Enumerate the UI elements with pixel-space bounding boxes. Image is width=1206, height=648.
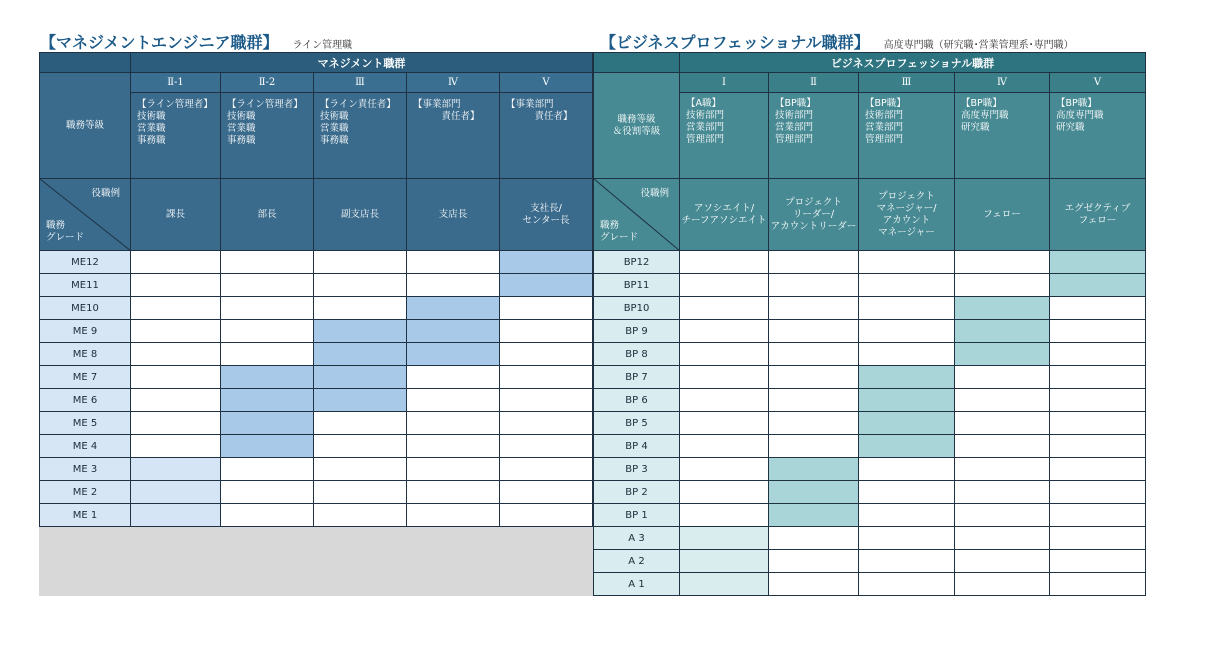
grid-cell	[680, 412, 769, 435]
grid-cell	[859, 458, 955, 481]
grid-cell-highlight	[221, 389, 314, 412]
grade-cell: A 1	[594, 573, 680, 596]
grid-cell	[407, 366, 500, 389]
grid-cell	[314, 297, 407, 320]
grid-cell-highlight	[859, 435, 955, 458]
grid-cell-highlight	[1050, 251, 1146, 274]
grid-cell	[314, 504, 407, 527]
grid-cell-highlight	[1050, 274, 1146, 297]
grid-cell	[769, 412, 859, 435]
grid-cell	[1050, 412, 1146, 435]
bp-col-num: Ⅳ	[955, 73, 1050, 93]
table-row	[594, 366, 1146, 389]
grid-cell	[131, 435, 221, 458]
table-row	[594, 343, 1146, 366]
grid-cell	[500, 481, 593, 504]
grid-cell	[500, 297, 593, 320]
grid-cell	[221, 343, 314, 366]
table-row	[594, 481, 1146, 504]
me-col-category: 【ライン責任者】 技術職 営業職 事務職	[314, 93, 407, 179]
grade-cell: BP10	[594, 297, 680, 320]
grid-cell-highlight	[221, 412, 314, 435]
grid-cell	[1050, 550, 1146, 573]
table-row	[594, 320, 1146, 343]
grade-cell: ME 5	[40, 412, 131, 435]
grid-cell	[955, 481, 1050, 504]
grade-cell: BP 4	[594, 435, 680, 458]
grid-cell	[955, 251, 1050, 274]
table-row	[594, 297, 1146, 320]
grid-cell	[500, 366, 593, 389]
grid-cell-highlight	[500, 251, 593, 274]
grid-cell	[1050, 504, 1146, 527]
grade-cell: ME12	[40, 251, 131, 274]
grid-cell	[859, 550, 955, 573]
grid-cell	[407, 458, 500, 481]
grid-cell	[769, 389, 859, 412]
bp-role-example: プロジェクト リーダー/ アカウントリーダー	[769, 179, 859, 251]
grid-cell-highlight	[314, 389, 407, 412]
grade-cell: ME10	[40, 297, 131, 320]
grid-cell	[1050, 527, 1146, 550]
grid-cell-highlight	[680, 573, 769, 596]
grid-cell	[769, 573, 859, 596]
grid-cell	[769, 274, 859, 297]
me-diagonal-header	[40, 179, 131, 251]
grid-cell	[680, 389, 769, 412]
bp-col-num: Ⅴ	[1050, 73, 1146, 93]
grade-cell: ME 4	[40, 435, 131, 458]
grid-cell-highlight	[769, 481, 859, 504]
grade-cell: BP11	[594, 274, 680, 297]
table-row	[40, 504, 593, 527]
grid-cell-highlight	[131, 458, 221, 481]
grid-cell	[500, 320, 593, 343]
me-corner-cell	[40, 53, 131, 73]
grid-cell-highlight	[221, 366, 314, 389]
grid-cell	[1050, 458, 1146, 481]
grid-cell	[407, 389, 500, 412]
me-section-title	[40, 30, 352, 53]
grid-cell-highlight	[500, 274, 593, 297]
me-subtitle: ライン管理職	[292, 40, 353, 51]
me-col-num: Ⅲ	[314, 73, 407, 93]
grade-cell: A 2	[594, 550, 680, 573]
bp-role-example: フェロー	[955, 179, 1050, 251]
bp-group-header: ビジネスプロフェッショナル職群	[680, 53, 1146, 73]
grid-cell	[221, 320, 314, 343]
table-row	[40, 320, 593, 343]
grid-cell	[407, 481, 500, 504]
bp-role-example: アソシエイト/ チーフアソシエイト	[680, 179, 769, 251]
grid-cell	[131, 389, 221, 412]
grid-cell	[680, 504, 769, 527]
grid-cell	[859, 481, 955, 504]
grid-cell	[131, 412, 221, 435]
me-role-example: 部長	[221, 179, 314, 251]
table-row	[40, 389, 593, 412]
me-title-text: 【マネジメントエンジニア職群】	[40, 33, 279, 52]
grid-cell	[859, 527, 955, 550]
grid-cell	[407, 504, 500, 527]
me-role-example: 副支店長	[314, 179, 407, 251]
grid-cell-highlight	[680, 550, 769, 573]
grade-cell: BP 3	[594, 458, 680, 481]
grid-cell-highlight	[221, 435, 314, 458]
grid-cell	[680, 481, 769, 504]
grade-cell: ME 9	[40, 320, 131, 343]
table-row	[40, 366, 593, 389]
me-role-example: 課長	[131, 179, 221, 251]
bp-title-text: 【ビジネスプロフェッショナル職群】	[600, 33, 870, 52]
grid-cell	[221, 274, 314, 297]
grid-cell	[680, 435, 769, 458]
table-row	[40, 274, 593, 297]
grid-cell	[1050, 366, 1146, 389]
grid-cell-highlight	[407, 320, 500, 343]
grid-cell	[500, 389, 593, 412]
me-side-label: 職務等級	[40, 73, 131, 179]
grade-cell: BP 5	[594, 412, 680, 435]
grid-cell-highlight	[314, 320, 407, 343]
grid-cell	[680, 343, 769, 366]
grid-cell	[769, 343, 859, 366]
table-row	[594, 274, 1146, 297]
me-grade-label: 職務 グレード	[46, 220, 85, 243]
table-row	[594, 504, 1146, 527]
grade-cell: BP 8	[594, 343, 680, 366]
grid-cell	[407, 435, 500, 458]
bp-col-num: Ⅲ	[859, 73, 955, 93]
grid-cell	[1050, 481, 1146, 504]
grid-cell	[131, 251, 221, 274]
grid-cell	[1050, 297, 1146, 320]
grade-cell: BP 6	[594, 389, 680, 412]
grid-cell	[500, 504, 593, 527]
bp-col-num: Ⅰ	[680, 73, 769, 93]
grid-cell	[314, 412, 407, 435]
me-col-category: 【ライン管理者】 技術職 営業職 事務職	[221, 93, 314, 179]
grid-cell	[500, 412, 593, 435]
grid-cell-highlight	[859, 366, 955, 389]
bp-col-category: 【BP職】 技術部門 営業部門 管理部門	[769, 93, 859, 179]
grid-cell-highlight	[859, 389, 955, 412]
table-row	[594, 251, 1146, 274]
grade-cell: ME 8	[40, 343, 131, 366]
grid-cell	[407, 274, 500, 297]
grid-cell-highlight	[769, 458, 859, 481]
bp-role-label: 役職例	[640, 188, 669, 199]
bp-grade-label: 職務 グレード	[600, 220, 639, 243]
grid-cell	[131, 297, 221, 320]
grid-cell	[221, 481, 314, 504]
grade-cell: A 3	[594, 527, 680, 550]
table-row	[594, 527, 1146, 550]
me-col-category: 【事業部門 責任者】	[407, 93, 500, 179]
grid-cell	[1050, 320, 1146, 343]
table-row	[40, 481, 593, 504]
grid-cell	[859, 251, 955, 274]
bp-role-example: プロジェクト マネージャー/ アカウント マネージャー	[859, 179, 955, 251]
table-row	[40, 458, 593, 481]
me-col-num: Ⅴ	[500, 73, 593, 93]
grid-cell	[955, 458, 1050, 481]
grid-cell	[955, 435, 1050, 458]
grid-cell	[955, 573, 1050, 596]
me-group-header: マネジメント職群	[131, 53, 593, 73]
grid-cell	[769, 297, 859, 320]
grid-cell	[769, 435, 859, 458]
grid-cell	[131, 366, 221, 389]
grid-cell	[680, 251, 769, 274]
grid-cell-highlight	[131, 504, 221, 527]
bp-col-category: 【A職】 技術部門 営業部門 管理部門	[680, 93, 769, 179]
grade-cell: ME 6	[40, 389, 131, 412]
grid-cell	[955, 550, 1050, 573]
table-row	[594, 458, 1146, 481]
grade-cell: BP 1	[594, 504, 680, 527]
me-role-example: 支社長/ センター長	[500, 179, 593, 251]
grade-cell: BP12	[594, 251, 680, 274]
grade-cell: ME 2	[40, 481, 131, 504]
grid-cell	[769, 251, 859, 274]
grade-cell: ME 1	[40, 504, 131, 527]
grid-cell	[955, 389, 1050, 412]
table-row	[40, 343, 593, 366]
grid-cell	[1050, 435, 1146, 458]
grade-cell: BP 9	[594, 320, 680, 343]
grid-cell	[314, 251, 407, 274]
grid-cell	[500, 343, 593, 366]
grid-cell	[131, 320, 221, 343]
grid-cell	[769, 366, 859, 389]
bp-section-title	[600, 30, 1074, 53]
grid-cell	[221, 504, 314, 527]
grid-cell-highlight	[680, 527, 769, 550]
grid-cell	[221, 458, 314, 481]
grid-cell	[1050, 573, 1146, 596]
grid-cell	[1050, 343, 1146, 366]
bp-col-category: 【BP職】 技術部門 営業部門 管理部門	[859, 93, 955, 179]
bp-grade-table	[593, 52, 1146, 596]
grid-cell	[859, 320, 955, 343]
bp-role-example: エグゼクティブ フェロー	[1050, 179, 1146, 251]
grid-cell	[314, 481, 407, 504]
grid-cell	[131, 343, 221, 366]
table-row	[594, 435, 1146, 458]
bp-col-num: Ⅱ	[769, 73, 859, 93]
table-row	[594, 389, 1146, 412]
grid-cell-highlight	[955, 320, 1050, 343]
grade-cell: BP 7	[594, 366, 680, 389]
me-col-num: Ⅱ-1	[131, 73, 221, 93]
grid-cell	[500, 458, 593, 481]
empty-gray-area	[40, 527, 593, 596]
me-grade-table	[39, 52, 593, 596]
grid-cell	[859, 504, 955, 527]
grid-cell-highlight	[314, 343, 407, 366]
bp-col-category: 【BP職】 高度専門職 研究職	[1050, 93, 1146, 179]
grid-cell	[769, 527, 859, 550]
me-col-num: Ⅱ-2	[221, 73, 314, 93]
grid-cell-highlight	[955, 297, 1050, 320]
me-col-category: 【事業部門 責任者】	[500, 93, 593, 179]
table-row	[594, 573, 1146, 596]
grid-cell	[407, 412, 500, 435]
me-col-category: 【ライン管理者】 技術職 営業職 事務職	[131, 93, 221, 179]
grid-cell	[1050, 389, 1146, 412]
grid-cell	[680, 274, 769, 297]
grid-cell	[955, 274, 1050, 297]
grid-cell	[131, 274, 221, 297]
grid-cell	[859, 343, 955, 366]
grid-cell	[859, 297, 955, 320]
table-row	[40, 297, 593, 320]
grid-cell	[769, 550, 859, 573]
grid-cell	[407, 251, 500, 274]
grid-cell	[955, 366, 1050, 389]
grid-cell-highlight	[131, 481, 221, 504]
table-row	[40, 251, 593, 274]
grid-cell	[769, 320, 859, 343]
grid-cell	[314, 458, 407, 481]
grid-cell-highlight	[407, 297, 500, 320]
grid-cell-highlight	[314, 366, 407, 389]
bp-side-label: 職務等級 ＆役割等級	[594, 73, 680, 179]
table-row	[40, 435, 593, 458]
grid-cell	[680, 320, 769, 343]
grade-cell: ME 7	[40, 366, 131, 389]
table-row	[594, 550, 1146, 573]
grid-cell-highlight	[407, 343, 500, 366]
grid-cell	[221, 251, 314, 274]
grid-cell	[221, 297, 314, 320]
bp-col-category: 【BP職】 高度専門職 研究職	[955, 93, 1050, 179]
grade-cell: ME 3	[40, 458, 131, 481]
table-row	[594, 412, 1146, 435]
grid-cell-highlight	[859, 412, 955, 435]
grid-cell	[680, 458, 769, 481]
grid-cell	[859, 274, 955, 297]
grid-cell	[955, 504, 1050, 527]
grid-cell-highlight	[955, 343, 1050, 366]
table-row	[40, 412, 593, 435]
me-role-label: 役職例	[91, 188, 120, 199]
bp-subtitle: 高度専門職（研究職･営業管理系･専門職）	[883, 40, 1074, 51]
grid-cell	[314, 274, 407, 297]
grid-cell	[955, 527, 1050, 550]
grid-cell	[680, 366, 769, 389]
grade-cell: BP 2	[594, 481, 680, 504]
grid-cell	[955, 412, 1050, 435]
me-col-num: Ⅳ	[407, 73, 500, 93]
bp-diagonal-header	[594, 179, 680, 251]
grid-cell-highlight	[769, 504, 859, 527]
bp-corner-cell	[594, 53, 680, 73]
grid-cell	[314, 435, 407, 458]
grid-cell	[500, 435, 593, 458]
me-role-example: 支店長	[407, 179, 500, 251]
grid-cell	[859, 573, 955, 596]
grid-cell	[680, 297, 769, 320]
grade-cell: ME11	[40, 274, 131, 297]
